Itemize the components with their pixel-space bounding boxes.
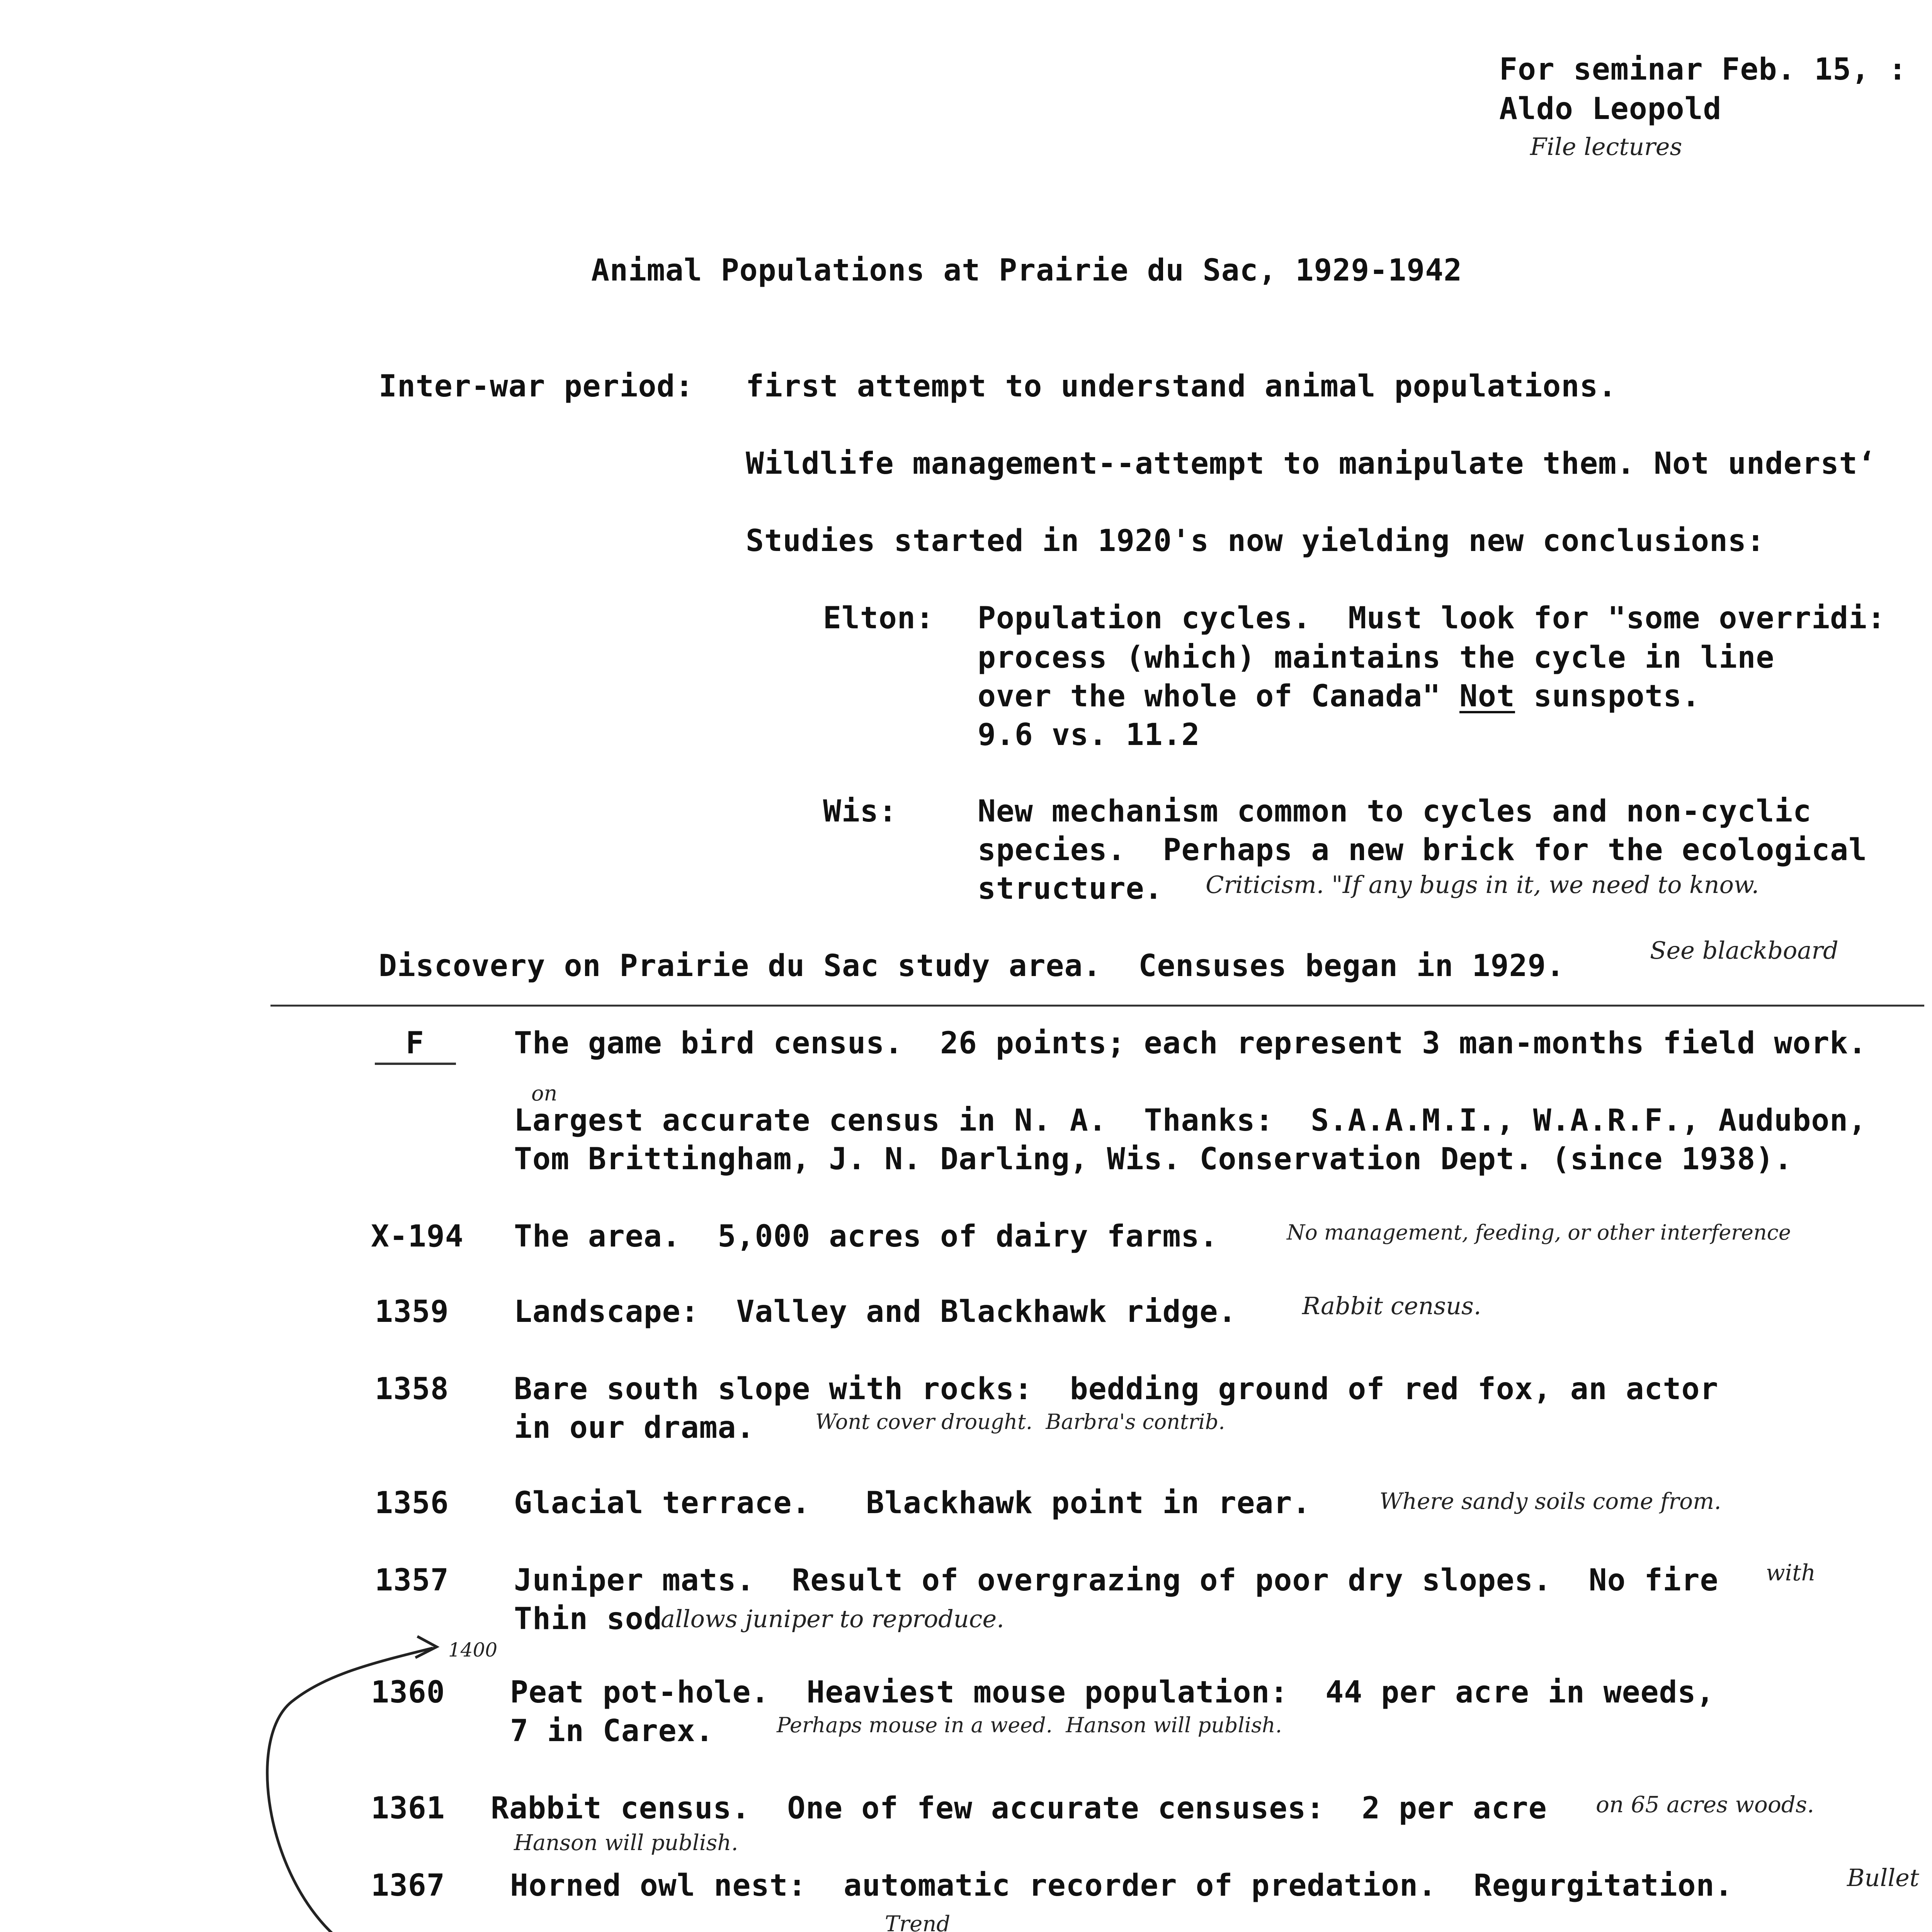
elton-line-3-pre: over the whole of Canada" — [978, 679, 1459, 714]
entry-peat-pothole-line-1: Peat pot-hole. Heaviest mouse population: 44 per acre in weeds, — [510, 1675, 1715, 1710]
entry-peat-pothole-note: Perhaps mouse in a weed. Hanson will publish. — [777, 1713, 1282, 1737]
entry-juniper-mats-note-2: allows juniper to reproduce. — [661, 1605, 1004, 1633]
entry-largest-census-line-1: Largest accurate census in N. A. Thanks: S.A.A.M.I., W.A.R.F., Audubon, — [514, 1103, 1867, 1138]
entry-rabbit-census: Rabbit census. One of few accurate censuses: 2 per acre — [491, 1791, 1547, 1826]
entry-the-area: The area. 5,000 acres of dairy farms. — [514, 1219, 1218, 1254]
wis-label: Wis: — [823, 794, 897, 829]
elton-label: Elton: — [823, 601, 934, 636]
header-author: Aldo Leopold — [1499, 92, 1722, 126]
entry-number-1360: 1360 — [371, 1675, 445, 1710]
entry-glacial-terrace: Glacial terrace. Blackhawk point in rear. — [514, 1486, 1311, 1520]
entry-juniper-mats-line-2: Thin sod — [514, 1602, 662, 1636]
entry-juniper-mats-line-1: Juniper mats. Result of overgrazing of poor dry slopes. No fire — [514, 1563, 1719, 1598]
header-handwritten-note: File lectures — [1530, 133, 1682, 161]
entry-largest-census-line-2: Tom Brittingham, J. N. Darling, Wis. Conservation Dept. (since 1938). — [514, 1142, 1793, 1177]
entry-glacial-terrace-note: Where sandy soils come from. — [1379, 1488, 1721, 1514]
entry-1360-margin-note: 1400 — [448, 1639, 498, 1661]
entry-bare-south-slope-note: Wont cover drought. Barbra's contrib. — [815, 1410, 1225, 1434]
intro-line-2: Wildlife management--attempt to manipulate them. Not underst‘ — [746, 446, 1876, 481]
wis-line-3: structure. — [978, 871, 1163, 906]
elton-line-4: 9.6 vs. 11.2 — [978, 718, 1200, 752]
entry-number-1356: 1356 — [375, 1486, 449, 1520]
document-title: Animal Populations at Prairie du Sac, 1929-1942 — [591, 253, 1463, 288]
entry-game-bird-census: The game bird census. 26 points; each represent 3 man-months field work. — [514, 1026, 1867, 1061]
arrow-head — [415, 1636, 437, 1658]
entry-bare-south-slope-line-1: Bare south slope with rocks: bedding ground of red fox, an actor — [514, 1372, 1719, 1406]
entry-rabbit-census-note-1: on 65 acres woods. — [1596, 1791, 1815, 1818]
entry-rabbit-census-note-2: Hanson will publish. — [514, 1830, 738, 1855]
intro-line-1: first attempt to understand animal populations. — [746, 369, 1617, 404]
entry-insert-on: on — [531, 1081, 558, 1105]
intro-label: Inter-war period: — [379, 369, 694, 404]
entry-number-1367: 1367 — [371, 1868, 445, 1903]
entry-bare-south-slope-line-2: in our drama. — [514, 1410, 755, 1445]
entry-number-1357: 1357 — [375, 1563, 449, 1598]
arrow-curve-1440-to-1360 — [267, 1648, 433, 1932]
elton-emphasis-not: Not — [1459, 679, 1515, 714]
entry-number-1361: 1361 — [371, 1791, 445, 1826]
entry-horned-owl-note: Bullet — [1847, 1864, 1919, 1892]
elton-line-1: Population cycles. Must look for "some overridi: — [978, 601, 1886, 636]
entry-number-1359: 1359 — [375, 1294, 449, 1329]
entry-number-1358: 1358 — [375, 1372, 449, 1406]
wis-line-2: species. Perhaps a new brick for the ecological — [978, 833, 1867, 867]
elton-line-2: process (which) maintains the cycle in line — [978, 640, 1775, 675]
discovery-line: Discovery on Prairie du Sac study area. Censuses began in 1929. — [379, 949, 1565, 983]
intro-line-3: Studies started in 1920's now yielding new conclusions: — [746, 524, 1765, 558]
entry-peat-pothole-line-2: 7 in Carex. — [510, 1714, 714, 1748]
header-seminar-line: For seminar Feb. 15, : — [1499, 52, 1907, 87]
entry-number-f: F — [406, 1026, 424, 1061]
entry-horned-owl-nest: Horned owl nest: automatic recorder of predation. Regurgitation. — [510, 1868, 1733, 1903]
entry-number-x194: X-194 — [371, 1219, 464, 1254]
entry-landscape: Landscape: Valley and Blackhawk ridge. — [514, 1294, 1237, 1329]
wis-handwritten-note: Criticism. "If any bugs in it, we need to know. — [1206, 871, 1759, 899]
wis-line-1: New mechanism common to cycles and non-cyclic — [978, 794, 1812, 829]
entry-juniper-mats-note-1: with — [1766, 1560, 1816, 1586]
entry-landscape-note: Rabbit census. — [1302, 1292, 1481, 1320]
entry-insert-trend: Trend — [885, 1912, 951, 1932]
discovery-handwritten-note: See blackboard — [1650, 936, 1838, 964]
entry-the-area-note: No management, feeding, or other interference — [1287, 1220, 1791, 1245]
elton-line-3-post: sunspots. — [1515, 679, 1701, 714]
